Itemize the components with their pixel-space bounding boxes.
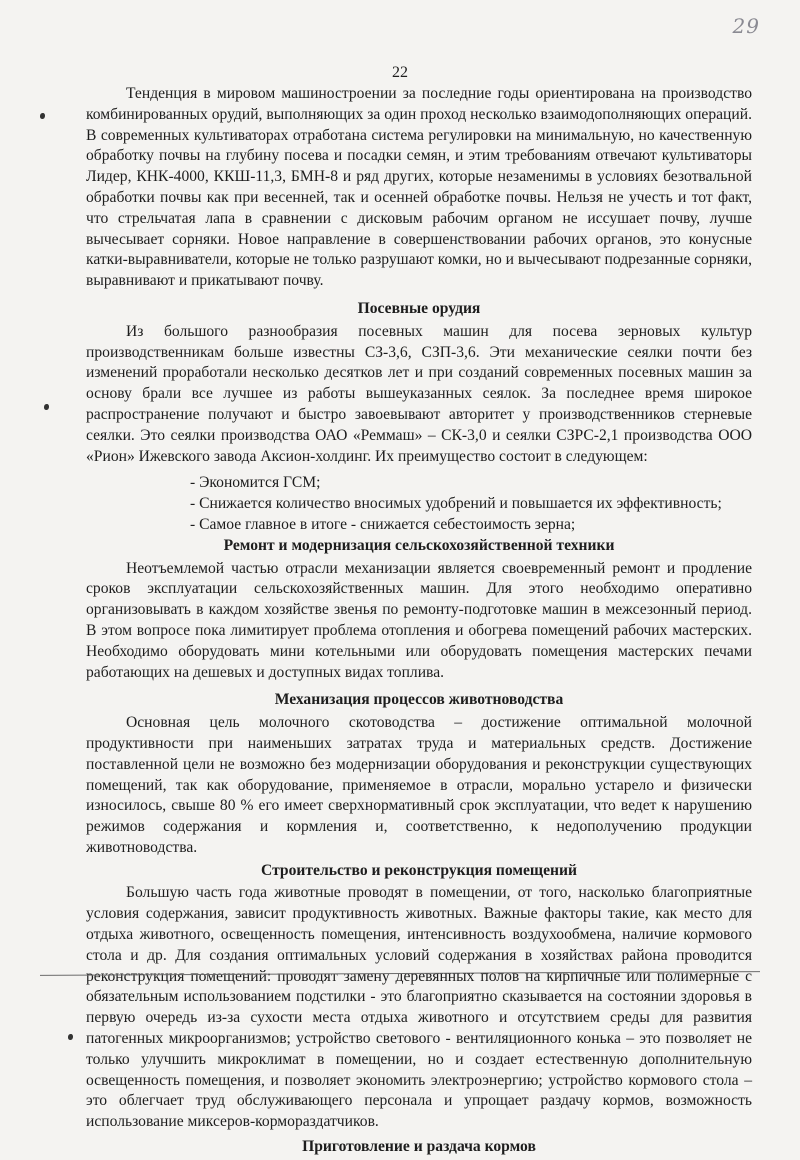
scan-speck xyxy=(68,1034,73,1040)
heading-construction: Строительство и реконструкция помещений xyxy=(261,861,577,879)
scan-speck xyxy=(44,404,49,410)
list-item: - Экономится ГСМ; xyxy=(190,474,321,492)
heading-seeding: Посевные орудия xyxy=(357,299,481,317)
advantages-list xyxy=(86,473,752,535)
livestock-paragraph: Основная цель молочного скотоводства – достижение оптимальной молочной продуктивности при наименьших затратах труда и материальных средств. Достижение поставленной цели не возможно без модернизации оборудования и реконструкции существующих помещений, так как оборудование, применяемое в отрасли, морально устарело и физически износилось, свыше 80 % его имеет сверхнормативный срок эксплуатации, что ведет к нарушению режимов содержания и кормления и, соответственно, к недополучению продукции животноводства. xyxy=(86,714,752,856)
heading-repair: Ремонт и модернизация сельскохозяйственной техники xyxy=(223,536,615,554)
heading-feed: Приготовление и раздача кормов xyxy=(302,1138,536,1156)
seeding-paragraph: Из большого разнообразия посевных машин для посева зерновых культур производственникам больше известны СЗ-3,6, СЗП-3,6. Эти механические сеялки почти без изменений проработали несколько десятков лет и при созданий современных посевных машин за основу брали все лучшее из работы вышеуказанных сеялок. За последнее время широкое распространение получают и быстро завоевывают авторитет у производственников стерневые сеялки. Это сеялки производства ОАО «Реммаш» – СК-3,0 и сеялки СЗРС-2,1 производства ООО «Рион» Ижевского завода Аксион-холдинг. Их преимущество состоит в следующем: xyxy=(86,322,752,465)
heading-livestock: Механизация процессов животноводства xyxy=(274,691,564,709)
page-number: 22 xyxy=(392,64,408,81)
list-item: - Снижается количество вносимых удобрений и повышается их эффективность; xyxy=(190,495,722,513)
list-item: - Самое главное в итоге - снижается себестоимость зерна; xyxy=(190,515,576,533)
repair-paragraph: Неотъемлемой частью отрасли механизации является своевременный ремонт и продление сроков эксплуатации сельскохозяйственных машин. Для этого необходимо оперативно организовывать в каждом хозяйстве звенья по ремонту-подготовке машин в межсезонный период. В этом вопросе пока лимитирует проблема отопления и обогрева помещений рабочих мастерских. Необходимо оборудовать мини котельными или оборудовать помещения мастерских печами работающих на дешевых и доступных видах топлива. xyxy=(86,559,752,681)
scan-speck xyxy=(40,113,45,119)
intro-paragraph: Тенденция в мировом машиностроении за последние годы ориентирована на производство комбинированных орудий, выполняющих за один проход несколько взаимодополняющих операций. В современных культиваторах отработана система регулировки на минимальную, но качественную обработку почвы на глубину посева и посадки семян, и этим требованиям отвечают культиваторы Лидер, КНК-4000, ККШ-11,3, БМН-8 и ряд других, которые незаменимы в условиях безотвальной обработки почвы как при весенней, так и осенней обработке почвы. Нельзя не учесть и тот факт, что стрельчатая лапа в сравнении с дисковым рабочим органом не иссушает почву, лучше вычесывает сорняки. Новое направление в совершенствовании рабочих органов, это конусные катки-выравниватели, которые не только разрушают комки, но и вычесывают подрезанные сорняки, выравнивают и прикатывают почву. xyxy=(86,85,752,290)
handwritten-page-number: 29 xyxy=(732,14,760,38)
construction-paragraph: Большую часть года животные проводят в помещении, от того, насколько благоприятные условия содержания, зависит продуктивность животных. Важные факторы такие, как место для отдыха животного, освещенность помещения, интенсивность воздухообмена, наличие кормового стола и др. Для создания оптимальных условий содержания в хозяйствах района проводится реконструкция помещений: проводят замену деревянных полов на кирпичные или полимерные с обязательным использованием подстилки - это благоприятно сказывается на состоянии здоровья в первую очередь из-за сухости места отдыха животного и отсутствием среды для развития патогенных микроорганизмов; устройство светового - вентиляционного конька – это позволяет не только улучшить микроклимат в помещении, но и создает естественную дополнительную освещенность помещения, и позволяет экономить электроэнергию; устройство кормового стола – это облегчает труд обслуживающего персонала и упрощает раздачу кормов, возможность использование миксеров-кормораздатчиков. xyxy=(86,884,752,1131)
document-body xyxy=(86,84,752,1160)
